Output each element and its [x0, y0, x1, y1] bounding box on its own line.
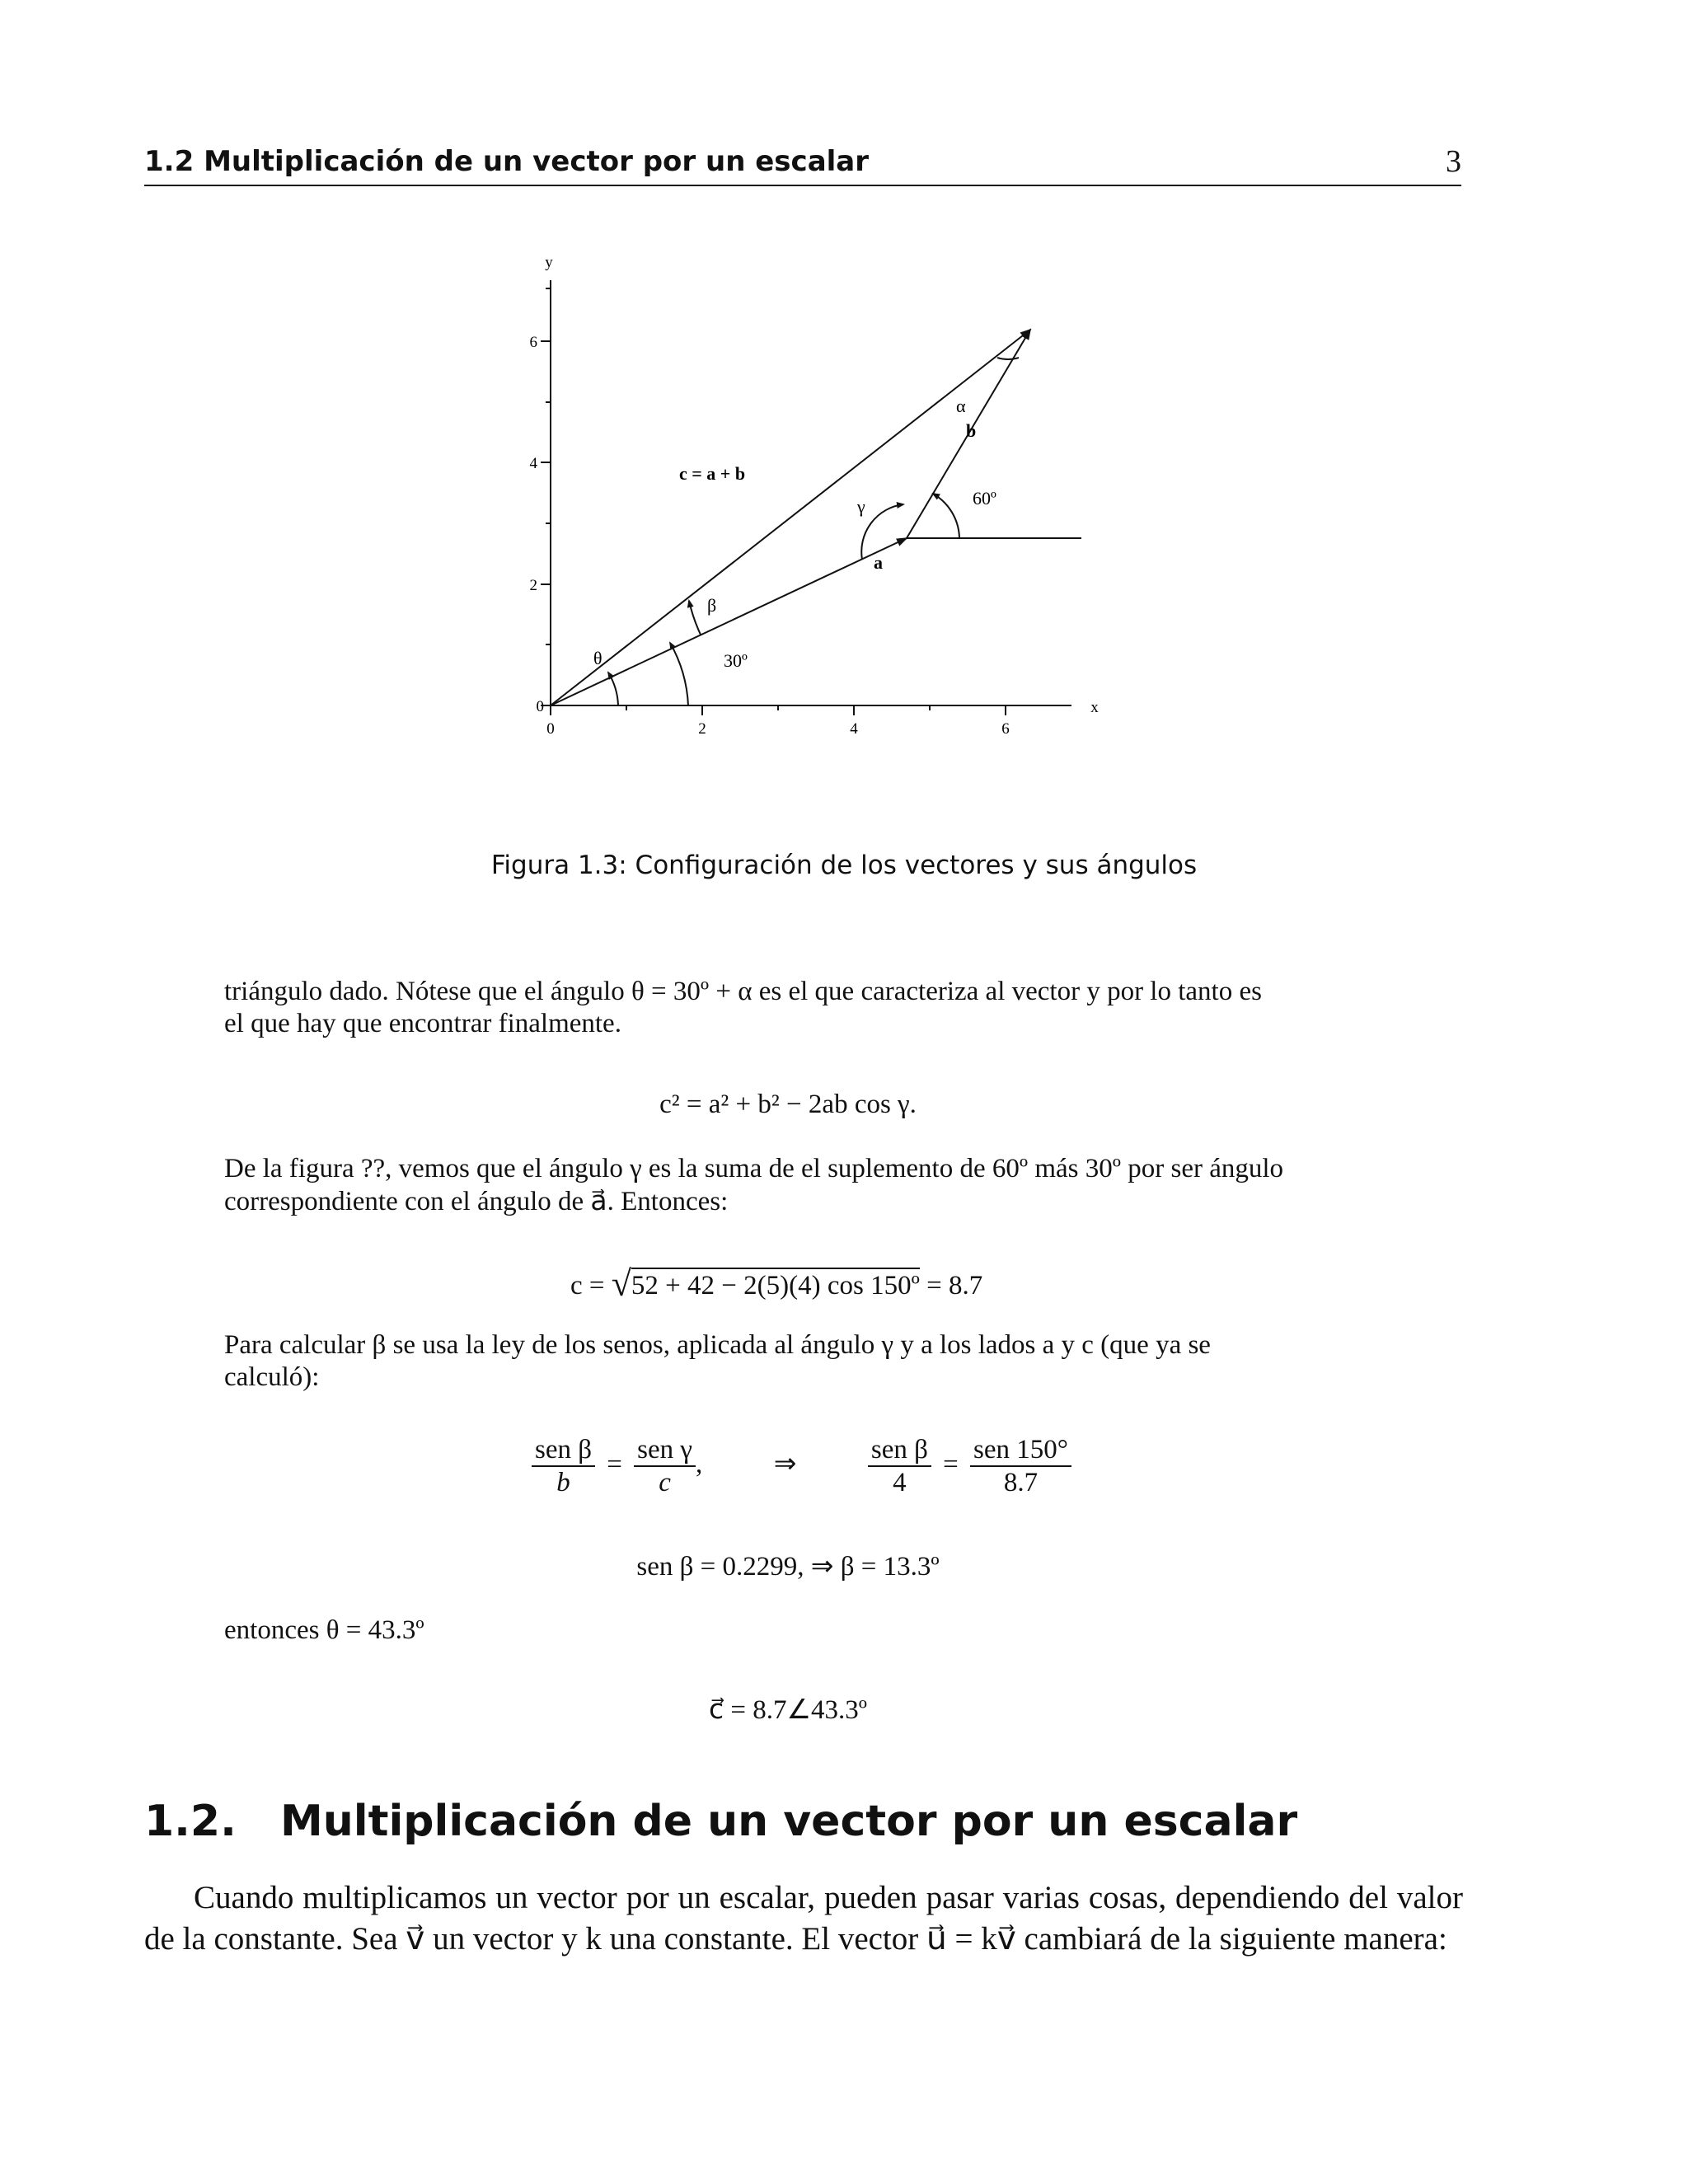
eq2-rhs: = 8.7: [919, 1271, 983, 1301]
fraction-2: $\frac{\text{sen γ}}{c}$: [634, 1434, 696, 1498]
fraction-1: $\frac{\text{sen β}}{b}$: [532, 1434, 595, 1498]
eq2-lhs: c =: [570, 1271, 612, 1301]
y-tick-6: 6: [529, 334, 537, 351]
paragraph-theta: entonces θ = 43.3º: [224, 1615, 424, 1645]
x-tick-4: 4: [850, 720, 858, 738]
fraction-3: $\frac{\text{sen β}}{4}$: [868, 1434, 931, 1498]
y-tick-4: 4: [529, 455, 537, 472]
label-b-vector: b: [966, 420, 977, 441]
section-heading: [144, 1797, 1297, 1846]
paragraph-3-line-1: Para calcular β se usa la ley de los senos, aplicada al ángulo γ y a los lados a y c (que ya se: [224, 1330, 1211, 1360]
paragraph-2-line-2: correspondiente con el ángulo de a⃗. Entonces:: [224, 1187, 729, 1216]
arc-60: [933, 494, 959, 538]
label-beta: β: [707, 595, 717, 616]
page-number: 3: [1446, 144, 1461, 179]
running-head: [144, 142, 1461, 186]
eq2-radicand: 52 + 42 − 2(5)(4) cos 150º: [631, 1268, 920, 1301]
arc-beta: [689, 601, 701, 635]
arc-gamma: [861, 504, 903, 560]
label-gamma: γ: [857, 496, 865, 517]
figure: [462, 239, 1121, 771]
label-alpha: α: [956, 396, 966, 416]
x-tick-0: 0: [546, 720, 555, 738]
vector-a: [551, 538, 907, 705]
x-tick-2: 2: [698, 720, 706, 738]
arc-alpha: [997, 358, 1019, 359]
paragraph-1-line-2: el que hay que encontrar finalmente.: [224, 1009, 621, 1038]
label-c-vector: c = a + b: [679, 463, 746, 484]
section-body: [144, 1877, 1463, 1960]
y-tick-2: 2: [529, 577, 537, 594]
equation-beta: sen β = 0.2299, ⇒ β = 13.3º: [636, 1552, 940, 1582]
paragraph-2-line-1: De la figura ??, vemos que el ángulo γ es la suma de el suplemento de 60º más 30º por ser ángulo: [224, 1154, 1284, 1183]
sqrt-sign: √: [611, 1263, 631, 1304]
label-a-vector: a: [874, 552, 883, 573]
equation-law-of-cosines: c² = a² + b² − 2ab cos γ.: [659, 1090, 917, 1119]
x-tick-6: 6: [1001, 720, 1010, 738]
section-title: Multiplicación de un vector por un escalar: [280, 1797, 1298, 1846]
implies-arrow: ⇒: [773, 1449, 797, 1479]
equation-c-value: [570, 1263, 982, 1305]
section-body-text: Cuando multiplicamos un vector por un escalar, pueden pasar varias cosas, dependiendo del valor de la constante. Sea v⃗ un vector y k una constante. El vector u⃗ = kv⃗ cambiará de la siguiente manera:: [144, 1880, 1463, 1957]
equation-law-of-sines: $\frac{\text{sen β}}{b}$ = $\frac{\text{sen γ}}{c}$ , ⇒ $\frac{\text{sen β}}{4}$ = $\frac{\text{sen 150°}}{8.7}$: [532, 1434, 1071, 1498]
paragraph-3-line-2: calculó):: [224, 1362, 320, 1392]
vector-diagram: [462, 239, 1121, 766]
paragraph-1-line-1: triángulo dado. Nótese que el ángulo θ = 30º + α es el que caracteriza al vector y por lo tanto es: [224, 977, 1262, 1006]
label-60: 60º: [973, 488, 996, 509]
label-30: 30º: [724, 650, 748, 671]
running-title: 1.2 Multiplicación de un vector por un escalar: [144, 145, 870, 178]
arc-30: [670, 643, 688, 705]
fraction-4: $\frac{\text{sen 150°}}{8.7}$: [970, 1434, 1071, 1498]
x-axis-label: x: [1090, 699, 1099, 716]
figure-caption: Figura 1.3: Configuración de los vectores y sus ángulos: [490, 851, 1198, 880]
section-number: 1.2.: [144, 1797, 237, 1846]
y-axis-label: y: [545, 254, 553, 271]
vector-c: [551, 330, 1030, 705]
label-theta: θ: [593, 648, 603, 668]
y-tick-0: 0: [536, 698, 544, 715]
equation-c-vector: c⃗ = 8.7∠43.3º: [708, 1695, 868, 1725]
